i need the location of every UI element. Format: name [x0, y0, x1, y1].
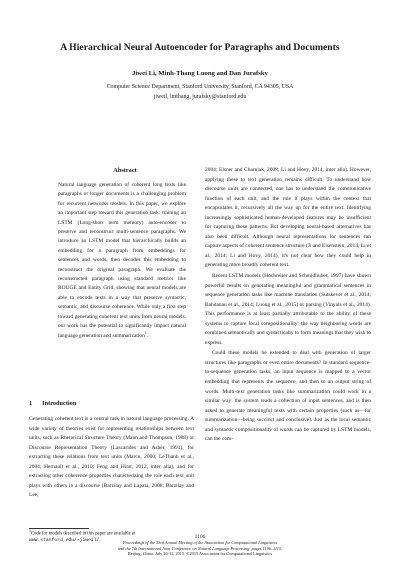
abstract-footnote-mark: 1: [144, 330, 147, 335]
proceedings-line-1: Proceedings of the 53rd Annual Meeting of the Association for Computational Linguistics: [122, 540, 278, 545]
abstract-heading: Abstract: [113, 167, 137, 174]
right-paragraph-1: 2004; Elsner and Charniak, 2008; Li and Hovy, 2014, inter alia). However, applying these to text generation remains difficult. To understand how discourse units are connected, one has to understand the communicative function of each unit, and the role it plays within the context that encapsulates it, recursively all the way up for the entire text. Identifying increasingly sophisticated human-developed features may be insufficient for capturing these patterns. But developing neural-based alternatives has also been difficult. Although neural representations for sentences can capture aspects of coherent sentence structure (Ji and Eisenstein, 2014; Li et al., 2014; Li and Hovy, 2014), it's not clear how they could help in generating more broadly coherent text.: [205, 167, 371, 269]
footnote-text: Code for models described in this paper are available at: [30, 531, 136, 537]
footnote-url: www.stanford.edu/~jiweil/: [29, 537, 100, 543]
abstract-body: [58, 181, 186, 341]
proceedings-line-2: and the 7th International Joint Conference on Natural Language Processing, pages 1106–1115,: [117, 545, 283, 551]
paper-affiliation: Computer Science Department, Stanford University, Stanford, CA 94305, USA: [106, 84, 294, 90]
section-heading-introduction: [29, 400, 86, 407]
section-number: 1: [29, 400, 33, 407]
footnote-end: .: [99, 537, 101, 543]
intro-paragraph: Generating coherent text is a central task in natural language processing. A wide variety of theories exist for representing relationships between text units, such as Rhetorical Structure Theory (Mann and Thompson, 1988) or Discourse Representation Theory (Lascarides and Asher, 1991), for extracting these relations from text units (Marcu, 2000; LeThanh et al., 2004; Hernault et al., 2010; Feng and Hirst, 2012, inter alia), and for extracting other coherence properties characterizing the role each text unit plays with others in a discourse (Barzilay and Lapata, 2008; Barzilay and Lee,: [29, 416, 194, 499]
abstract-end: .: [146, 332, 149, 339]
section-title: Introduction: [42, 400, 77, 407]
intro-column: [29, 415, 194, 501]
paper-title: A Hierarchical Neural Autoencoder for Paragraphs and Documents: [60, 42, 340, 53]
right-paragraph-3: Could these models be extended to deal with generation of larger structures like paragraphs or even entire documents? In standard sequence-to-sequence generation tasks, an input sequence is mapped to a vector embedding that represents the sequence, and then to an output string of words. Multi-text generation tasks like summarization could work in a similar way: the system reads a collection of input sentences, and is then asked to generate meaningful texts with certain properties (such as—for summarization—being succinct and conclusive). Just as the local semantic and syntactic compositionality of words can be captured by LSTM models, can the com-: [205, 350, 371, 443]
footnote-rule: [29, 528, 89, 529]
footnote-mark: 1: [29, 529, 31, 533]
right-column: [205, 166, 371, 445]
right-paragraph-2: Recent LSTM models (Hochreiter and Schmidhuber, 1997) have shown powerful results on generating meaningful and grammatical sentences in sequence generation tasks like machine translation (Sutskever et al., 2014; Bahdanau et al., 2014; Luong et al., 2015) or parsing (Vinyals et al., 2014). This performance is at least partially attributable to the ability of these systems to capture local compositionality: the way neighboring words are combined semantically and syntactically to form meanings that they wish to express.: [205, 273, 371, 346]
paper-emails: jiweil, lmthang, jurafsky@stanford.edu: [153, 94, 247, 100]
proceedings-footer: [0, 537, 400, 557]
page-number: 1106: [194, 534, 206, 540]
paper-authors: Jiwei Li, Minh-Thang Luong and Dan Jurafsky: [132, 70, 268, 77]
abstract-text: Natural language generation of coherent long texts like paragraphs or longer documents is a challenging problem for recurrent networks models. In this paper, we explore an important step toward this generation task: training an LSTM (Long-short term memory) auto-encoder to preserve and reconstruct multi-sentence paragraphs. We introduce an LSTM model that hierarchically builds an embedding for a paragraph from embeddings for sentences and words, then decodes this embedding to reconstruct the original paragraph. We evaluate the reconstructed paragraph using standard metrics like ROUGE and Entity Grid, showing that neural models are able to encode texts in a way that preserve syntactic, semantic, and discourse coherence. While only a first step toward generating coherent text units from neural models, our work has the potential to significantly impact natural language generation and summarization: [58, 182, 186, 339]
proceedings-line-3: Beijing, China, July 26-31, 2015. ©2015 Association for Computational Linguistics: [127, 551, 273, 557]
